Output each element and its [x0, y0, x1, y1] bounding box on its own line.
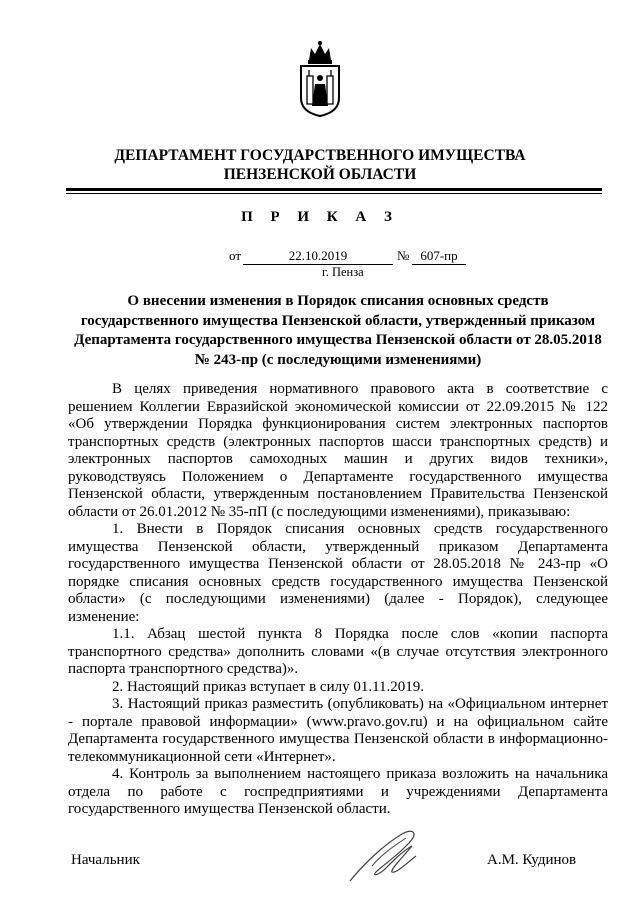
- body-paragraph: 2. Настоящий приказ вступает в силу 01.11.2019.: [112, 678, 425, 695]
- header-divider-thin: [66, 193, 602, 194]
- document-body: [68, 381, 608, 819]
- body-paragraph: В целях приведения нормативного правового акта в соответствие с решением Коллегии Евразийской экономической комиссии от 22.09.2015 № 122 «Об утверждении Порядка функционирования систем электронных паспортов транспортных средств (электронных паспортов шасси транспортных средств) и электронных паспортов самоходных машин и других видов техники», руководствуясь Положением о Департаменте государственного имущества Пензенской области, утвержденным постановлением Правительства Пензенской области от 26.01.2012 № 35-пП (с последующими изменениями), приказываю:: [68, 381, 608, 520]
- document-date: 22.10.2019: [243, 248, 393, 265]
- body-paragraph: 1.1. Абзац шестой пункта 8 Порядка после слов «копии паспорта транспортного средства» дополнить словами «(в случае отсутствия электронного паспорта транспортного средства)».: [68, 626, 608, 677]
- org-name-line1: ДЕПАРТАМЕНТ ГОСУДАРСТВЕННОГО ИМУЩЕСТВА: [114, 147, 526, 164]
- date-prefix-label: от: [229, 248, 242, 263]
- handwritten-signature: [342, 826, 432, 886]
- signatory-name: А.М. Кудинов: [487, 852, 577, 868]
- body-paragraph: 4. Контроль за выполнением настоящего приказа возложить на начальника отдела по работе с госпредприятиями и учреждениями Департамента государственного имущества Пензенской области.: [68, 766, 608, 817]
- coat-of-arms-icon: [295, 40, 345, 118]
- number-sign-label: №: [397, 248, 410, 263]
- document-city: г. Пенза: [322, 265, 364, 279]
- org-name-line2: ПЕНЗЕНСКОЙ ОБЛАСТИ: [223, 166, 417, 183]
- document-number: 607-пр: [412, 248, 466, 265]
- document-title: О внесении изменения в Порядок списания основных средств государственного имущества Пензенской области, утвержденный приказом Департамента государственного имущества Пензенской области от 28.05.2018 № 243-пр (с последующими изменениями): [74, 293, 602, 368]
- header-divider-thick: [66, 188, 602, 191]
- body-paragraph: 3. Настоящий приказ разместить (опубликовать) на «Официальном интернет - портале правовой информации» (www.pravo.gov.ru) и на официальном сайте Департамента государственного имущества Пензенской области в информационно-телекоммуникационной сети «Интернет».: [68, 696, 608, 765]
- body-paragraph: 1. Внести в Порядок списания основных средств государственного имущества Пензенской области, утвержденный приказом Департамента государственного имущества Пензенской области от 28.05.2018 № 243-пр «О порядке списания основных средств государственного имущества Пензенской области» (с последующими изменениями) (далее - Порядок), следующее изменение:: [68, 521, 608, 625]
- signatory-role: Начальник: [71, 852, 140, 868]
- document-type: П Р И К А З: [241, 209, 399, 225]
